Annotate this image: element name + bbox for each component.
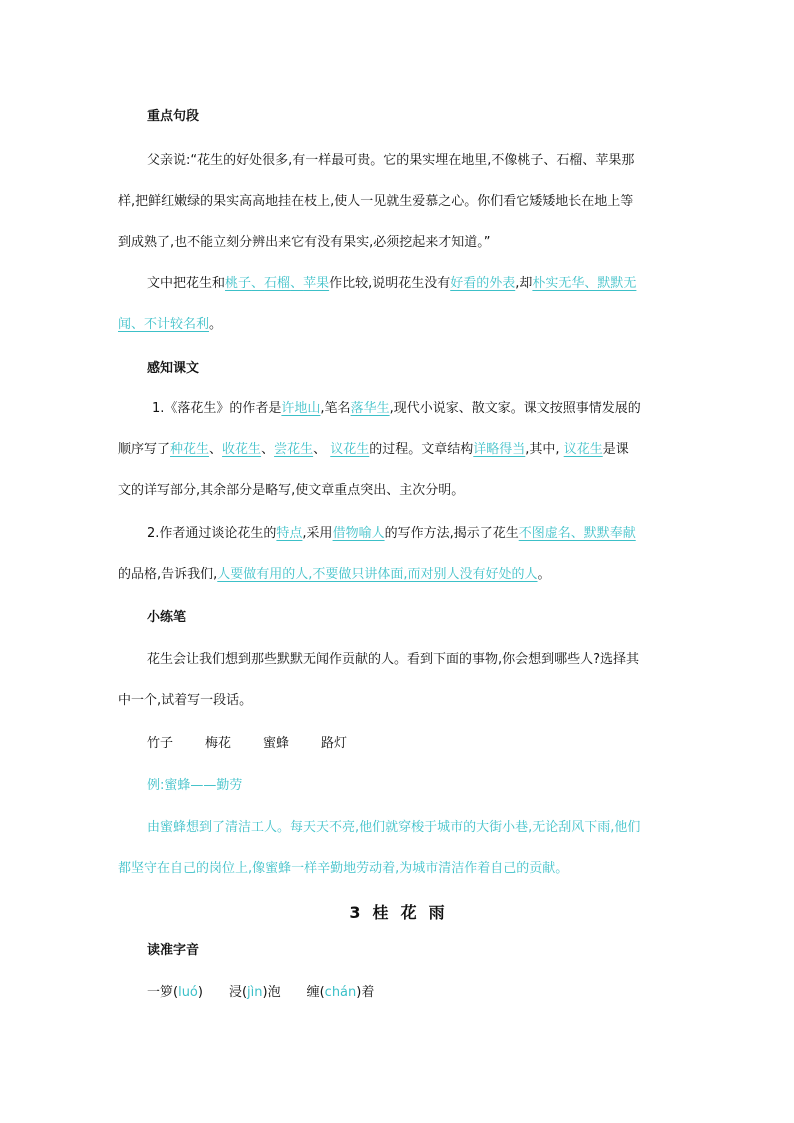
text: ,现代小说家、散文家。课文按照事情发展的	[389, 401, 641, 416]
heading-key-sentences: 重点句段	[147, 109, 200, 124]
answer-character: 不图虚名、默默奉献	[518, 526, 636, 541]
answer-pomegranate: 石榴	[264, 276, 291, 291]
answer-trait-part1: 朴实无华、默默无	[532, 276, 637, 291]
answer-harvest: 收花生	[222, 442, 262, 457]
text: 、	[261, 442, 275, 457]
text: 。	[537, 567, 551, 582]
item-plum: 梅花	[205, 736, 232, 751]
answer-plant: 种花生	[170, 442, 210, 457]
text: 文中把花生和	[147, 276, 226, 291]
example-answer-line-2: 都坚守在自己的岗位上,像蜜蜂一样辛勤地劳动着,为城市清洁作着自己的贡献。	[118, 861, 569, 876]
answer-discuss-detail: 议花生	[563, 442, 603, 457]
analysis-line-1	[147, 274, 636, 294]
q1-line-2	[118, 440, 629, 460]
text: 是课	[602, 442, 629, 457]
example-label: 例:蜜蜂——勤劳	[147, 778, 243, 793]
answer-feature: 特点	[276, 526, 303, 541]
answer-taste: 尝花生	[274, 442, 314, 457]
q2-line-1	[147, 524, 636, 544]
answer-appearance: 好看的外表	[450, 276, 516, 291]
text: 。	[209, 317, 223, 332]
answer-method: 借物喻人	[332, 526, 385, 541]
quote-line-3: 到成熟了,也不能立刻分辨出来它有没有果实,必须挖起来才知道。”	[118, 235, 491, 250]
text: 2.作者通过谈论花生的	[147, 526, 277, 541]
text: )着	[356, 985, 375, 1000]
separator: 、	[251, 276, 265, 291]
q2-line-2	[118, 565, 551, 585]
answer-pen-name: 落华生	[350, 401, 390, 416]
example-answer-line-1: 由蜜蜂想到了清洁工人。每天天不亮,他们就穿梭于城市的大街小巷,无论刮风下雨,他们	[147, 820, 641, 835]
text: 缠(	[306, 985, 325, 1000]
separator: 、	[290, 276, 304, 291]
quote-line-2: 样,把鲜红嫩绿的果实高高地挂在枝上,使人一见就生爱慕之心。你们看它矮矮地长在地上等	[118, 194, 634, 209]
answer-author: 许地山	[281, 401, 321, 416]
answer-discuss: 议花生	[330, 442, 370, 457]
word-jin	[229, 985, 281, 1000]
item-bamboo: 竹子	[147, 736, 174, 751]
chapter-title	[0, 900, 794, 923]
answer-lesson: 人要做有用的人,不要做只讲体面,而对别人没有好处的人	[217, 567, 538, 582]
quote-line-1: 父亲说:“花生的好处很多,有一样最可贵。它的果实埋在地里,不像桃子、石榴、苹果那	[147, 153, 635, 168]
text: ,笔名	[320, 401, 351, 416]
text: )泡	[262, 985, 281, 1000]
text: ,却	[515, 276, 533, 291]
text: 一箩(	[147, 985, 179, 1000]
chapter-number: 3	[349, 903, 361, 922]
item-bee: 蜜蜂	[263, 736, 290, 751]
chapter-char-3: 雨	[428, 903, 445, 922]
word-luo	[147, 985, 203, 1000]
answer-apple: 苹果	[303, 276, 330, 291]
text: ,其中,	[525, 442, 560, 457]
text: 的品格,告诉我们,	[118, 567, 218, 582]
heading-pronunciation: 读准字音	[147, 943, 200, 958]
pronunciation-list	[147, 983, 374, 1003]
pinyin-luo: luó	[178, 985, 198, 1000]
text: 1.《落花生》的作者是	[152, 401, 282, 416]
text: 顺序写了	[118, 442, 171, 457]
text: 、	[209, 442, 223, 457]
chapter-char-2: 花	[400, 903, 417, 922]
pinyin-jin: jìn	[247, 985, 263, 1000]
item-list	[147, 734, 347, 754]
heading-perceive-text: 感知课文	[147, 361, 200, 376]
text: 、	[313, 442, 327, 457]
item-streetlight: 路灯	[321, 736, 348, 751]
practice-line-2: 中一个,试着写一段话。	[118, 693, 253, 708]
word-chan	[307, 985, 375, 1000]
text: )	[197, 985, 203, 1000]
text: ,采用	[302, 526, 333, 541]
practice-line-1: 花生会让我们想到那些默默无闻作贡献的人。看到下面的事物,你会想到哪些人?选择其	[147, 652, 640, 667]
text: 浸(	[228, 985, 248, 1000]
heading-writing-practice: 小练笔	[147, 610, 187, 625]
q1-line-3: 文的详写部分,其余部分是略写,使文章重点突出、主次分明。	[118, 483, 465, 498]
chapter-char-1: 桂	[372, 903, 389, 922]
pinyin-chan: chán	[324, 985, 357, 1000]
q1-line-1	[152, 399, 641, 419]
text: 作比较,说明花生没有	[329, 276, 451, 291]
analysis-line-2	[118, 315, 222, 335]
text: 的写作方法,揭示了花生	[384, 526, 519, 541]
text: 的过程。文章结构	[369, 442, 474, 457]
answer-peach: 桃子	[225, 276, 252, 291]
answer-structure: 详略得当	[473, 442, 526, 457]
answer-trait-part2: 闻、不计较名利	[118, 317, 210, 332]
